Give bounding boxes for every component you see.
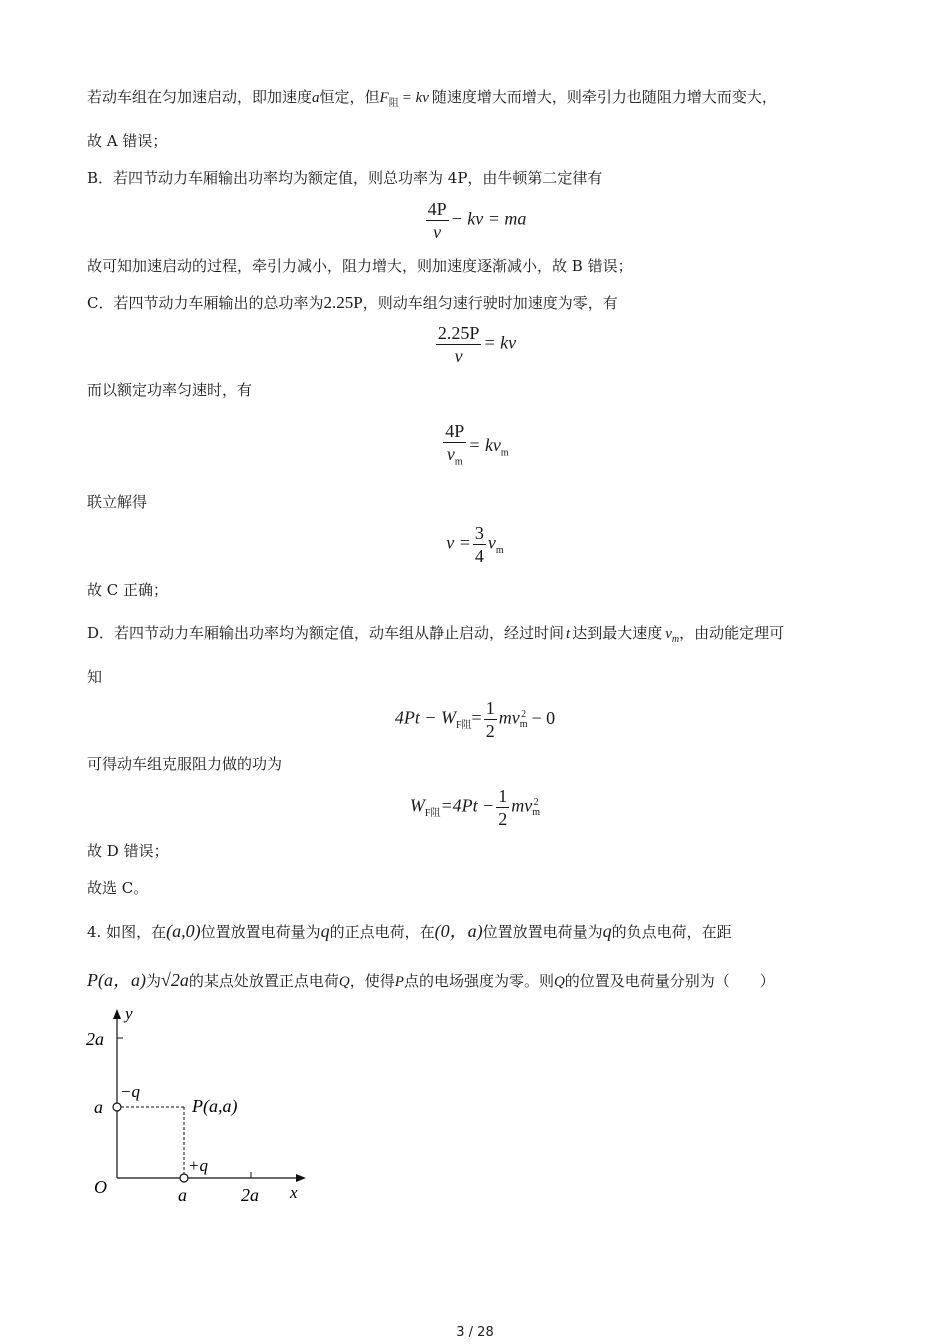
text-line: 可得动车组克服阻力做的功为 <box>87 755 283 773</box>
equation: $\frac{2.25P}{v}$ = kv <box>437 323 517 366</box>
y-tick-a-label: a <box>94 1097 103 1117</box>
equation: v = $\frac{3}{4}$ $v_m$ <box>446 523 504 566</box>
y-tick-2a-label: 2a <box>86 1029 104 1049</box>
equation: $\frac{4P}{v_m}$ = $kv_m$ <box>445 421 509 468</box>
text-line: 而以额定功率匀速时，有 <box>87 381 253 399</box>
text-line: 故 A 错误； <box>87 132 168 150</box>
question-4-line-1: 4. 如图，在(a,0)位置放置电荷量为q的正点电荷，在(0，a)位置放置电荷量为q的负点电荷，在距 <box>87 921 732 941</box>
y-axis-label: y <box>125 1005 133 1023</box>
text-line: 故 D 错误； <box>87 842 169 860</box>
x-axis-arrow <box>296 1174 306 1182</box>
text-line: 知 <box>87 668 103 686</box>
text-line: 故 C 正确； <box>87 581 169 599</box>
negative-charge-label: −q <box>120 1082 140 1101</box>
text-line: 故可知加速启动的过程，牵引力减小，阻力增大，则加速度逐渐减小，故 B 错误； <box>87 257 633 275</box>
text-line: 联立解得 <box>87 493 148 511</box>
x-tick-a-label: a <box>178 1185 187 1205</box>
origin-label: O <box>94 1177 107 1197</box>
point-p-label: P(a,a) <box>192 1096 238 1116</box>
equation: $\frac{4P}{v}$ − kv = ma <box>427 199 527 242</box>
text-line: D．若四节动力车厢输出功率均为额定值，动车组从静止启动，经过时间 t 达到最大速度 $v_m$，由动能定理可 <box>87 624 785 645</box>
y-axis-arrow <box>113 1009 121 1019</box>
x-axis-label: x <box>290 1183 298 1202</box>
positive-charge-label: +q <box>188 1156 208 1175</box>
text-line: 若动车组在匀加速启动，即加速度a恒定，但$F_阻$ = kv 随速度增大而增大，则牵引力也随阻力增大而变大， <box>87 88 777 109</box>
question-4-line-2: P(a，a)为√2a的某点处放置正点电荷Q，使得P点的电场强度为零。则Q的位置及电荷量分别为（ ） <box>87 970 775 990</box>
text-line: 故选 C。 <box>87 879 149 897</box>
x-tick-2a-label: 2a <box>241 1185 259 1205</box>
text-line: B．若四节动力车厢输出功率均为额定值，则总功率为 4P，由牛顿第二定律有 <box>87 169 603 187</box>
positive-charge <box>180 1174 188 1182</box>
negative-charge <box>113 1103 121 1111</box>
equation: $4Pt - W_{F阻}=$ $\frac{1}{2}$ mv 2 m − 0 <box>394 698 556 741</box>
text-line: C．若四节动力车厢输出的总功率为2.25P，则动车组匀速行驶时加速度为零，有 <box>87 293 618 312</box>
coordinate-figure <box>80 1005 320 1210</box>
page-number: 3 / 28 <box>456 1325 494 1340</box>
equation: $W_{F阻}=4Pt$ − $\frac{1}{2}$ mv 2 m <box>409 786 541 829</box>
